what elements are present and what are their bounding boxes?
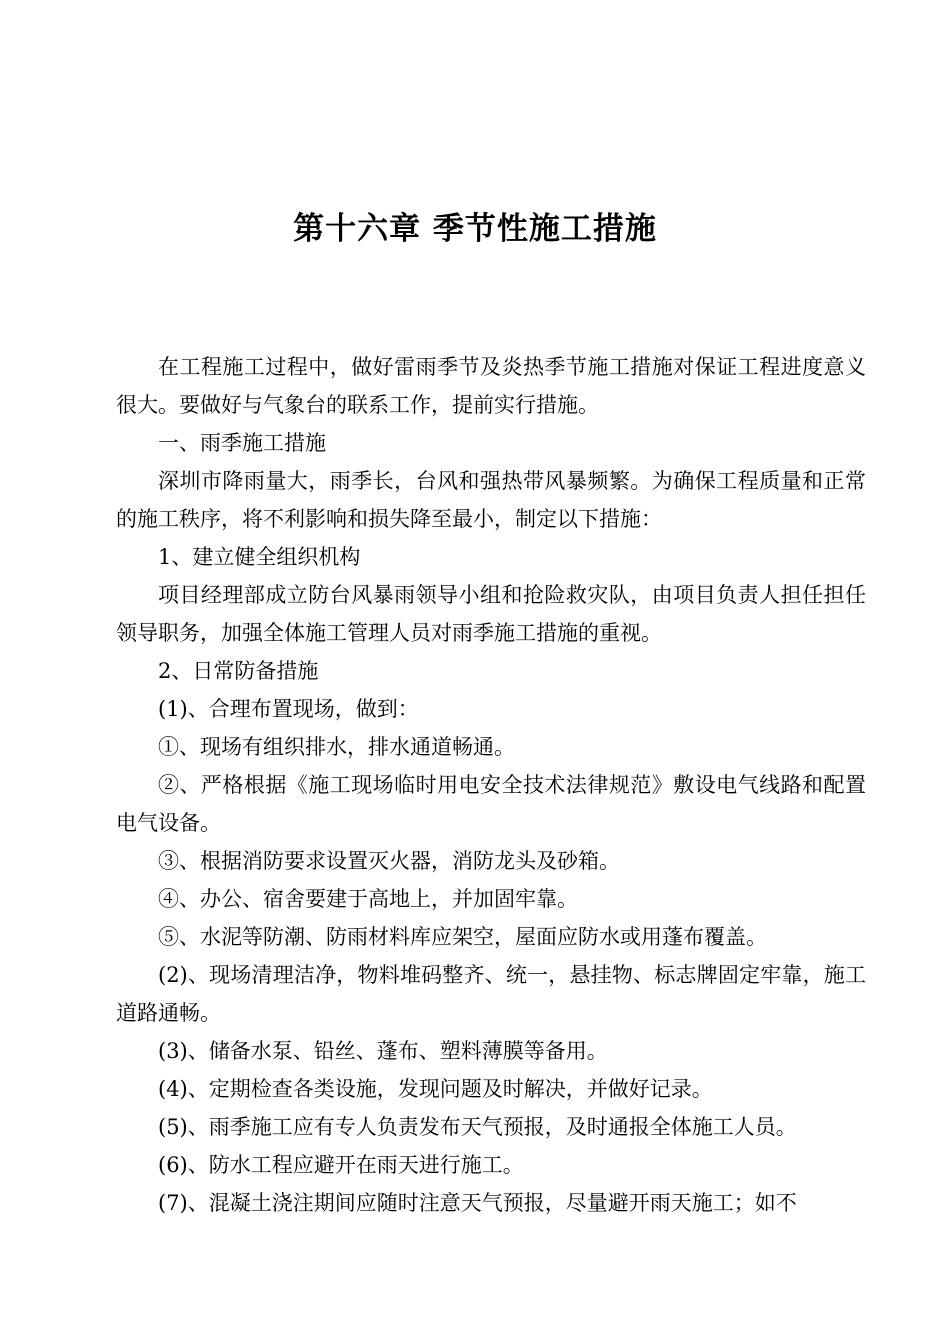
list-subitem-2: ②、严格根据《施工现场临时用电安全技术法律规范》敷设电气线路和配置电气设备。 bbox=[116, 773, 866, 835]
list-item-1: (1)、合理布置现场，做到： bbox=[158, 697, 419, 721]
list-subitem-1: ①、现场有组织排水，排水通道畅通。 bbox=[158, 735, 515, 759]
list-item-3: (3)、储备水泵、铅丝、蓬布、塑料薄膜等备用。 bbox=[158, 1039, 608, 1063]
list-subitem-3: ③、根据消防要求设置灭火器，消防龙头及砂箱。 bbox=[158, 849, 620, 873]
subheading-daily-measures: 2、日常防备措施 bbox=[158, 659, 319, 683]
list-subitem-5: ⑤、水泥等防潮、防雨材料库应架空，屋面应防水或用蓬布覆盖。 bbox=[158, 925, 767, 949]
chapter-title: 第十六章 季节性施工措施 bbox=[293, 210, 657, 247]
list-item-6: (6)、防水工程应避开在雨天进行施工。 bbox=[158, 1153, 524, 1177]
list-item-7: (7)、混凝土浇注期间应随时注意天气预报，尽量避开雨天施工；如不 bbox=[158, 1191, 797, 1215]
section-heading-rainy-season: 一、雨季施工措施 bbox=[158, 431, 326, 455]
paragraph-shenzhen-rain: 深圳市降雨量大，雨季长，台风和强热带风暴频繁。为确保工程质量和正常的施工秩序，将不利影响和损失降至最小，制定以下措施： bbox=[116, 469, 866, 531]
list-item-2: (2)、现场清理洁净，物料堆码整齐、统一，悬挂物、标志牌固定牢靠，施工道路通畅。 bbox=[116, 963, 866, 1025]
paragraph-organization: 项目经理部成立防台风暴雨领导小组和抢险救灾队，由项目负责人担任担任领导职务，加强全体施工管理人员对雨季施工措施的重视。 bbox=[116, 583, 866, 645]
paragraph-intro: 在工程施工过程中，做好雷雨季节及炎热季节施工措施对保证工程进度意义很大。要做好与气象台的联系工作，提前实行措施。 bbox=[116, 355, 866, 417]
subheading-organization: 1、建立健全组织机构 bbox=[158, 545, 361, 569]
list-item-4: (4)、定期检查各类设施，发现问题及时解决，并做好记录。 bbox=[158, 1077, 713, 1101]
list-subitem-4: ④、办公、宿舍要建于高地上，并加固牢靠。 bbox=[158, 887, 578, 911]
list-item-5: (5)、雨季施工应有专人负责发布天气预报，及时通报全体施工人员。 bbox=[158, 1115, 797, 1139]
document-body bbox=[116, 348, 866, 1222]
